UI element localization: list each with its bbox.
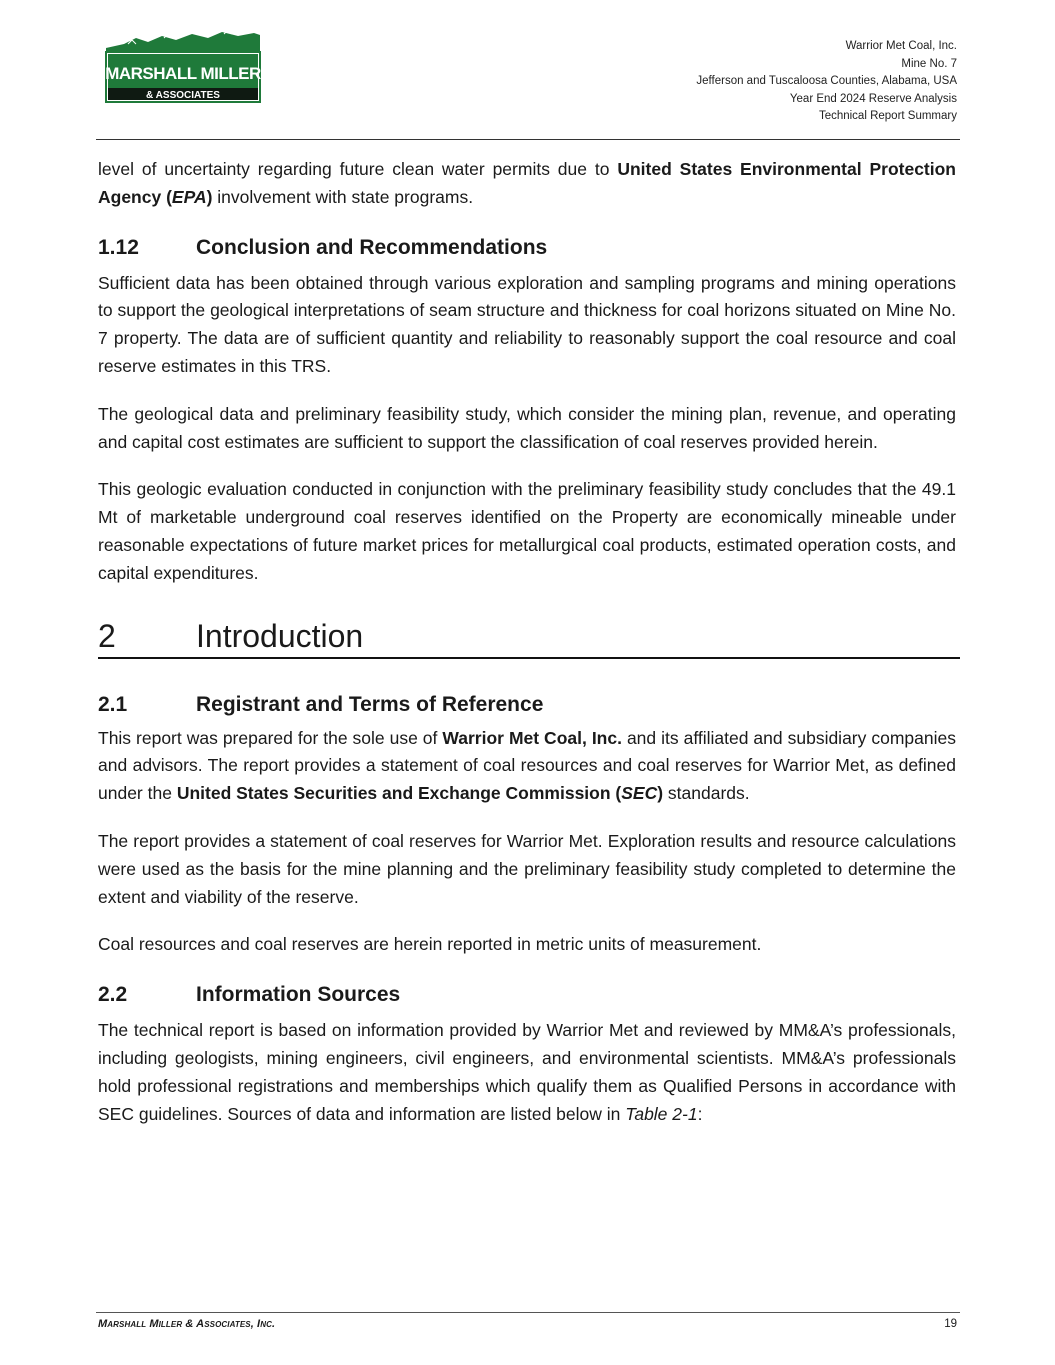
page-body bbox=[98, 156, 956, 1128]
section-heading-2-1: 2.1 Registrant and Terms of Reference bbox=[98, 692, 544, 716]
header-mine: Mine No. 7 bbox=[901, 57, 957, 70]
page-number: 19 bbox=[944, 1318, 957, 1330]
paragraph: Sufficient data has been obtained through various exploration and sampling programs and mining operations to support the geological interpretations of seam structure and thickness for coal horizons situated on Mine No. 7 property. The data are of sufficient quantity and reliability to reasonably support the coal resource and coal reserve estimates in this TRS. bbox=[98, 272, 956, 376]
paragraph: This geologic evaluation conducted in conjunction with the preliminary feasibility study concludes that the 49.1 Mt of marketable underground coal reserves identified on the Property are economically mineable under reasonable expectations of future market prices for metallurgical coal products, estimated operation costs, and capital expenditures. bbox=[98, 479, 956, 583]
header-analysis: Year End 2024 Reserve Analysis bbox=[789, 92, 957, 105]
chapter-heading-2: 2 Introduction bbox=[98, 618, 960, 659]
header-location: Jefferson and Tuscaloosa Counties, Alabama, USA bbox=[696, 75, 957, 87]
section-heading-1-12: 1.12 Conclusion and Recommendations bbox=[98, 235, 548, 259]
header-company: Warrior Met Coal, Inc. bbox=[845, 40, 957, 52]
svg-text:MARSHALL MILLER: MARSHALL MILLER bbox=[105, 64, 261, 83]
footer-divider bbox=[96, 1312, 960, 1313]
footer-company: Marshall Miller & Associates, Inc. bbox=[98, 1318, 276, 1330]
company-logo bbox=[104, 30, 262, 104]
paragraph: The geological data and preliminary feasibility study, which consider the mining plan, revenue, and operating and capital cost estimates are sufficient to support the classification of coal reserves provided herein. bbox=[98, 403, 956, 452]
paragraph: Coal resources and coal reserves are herein reported in metric units of measurement. bbox=[98, 934, 762, 955]
svg-text:& ASSOCIATES: & ASSOCIATES bbox=[146, 90, 220, 101]
header-divider bbox=[96, 139, 960, 140]
section-heading-2-2: 2.2 Information Sources bbox=[98, 983, 401, 1007]
header-doc-type: Technical Report Summary bbox=[818, 110, 957, 122]
paragraph: The technical report is based on information provided by Warrior Met and reviewed by MM&A’s professionals, including geologists, mining engineers, civil engineers, and environmental scientists. MM&A’s professionals hold professional registrations and memberships which qualify them as Qualified Persons in accordance with SEC guidelines. Sources of data and information are listed below in Table 2-1: bbox=[98, 1020, 956, 1124]
paragraph: The report provides a statement of coal reserves for Warrior Met. Exploration results and resource calculations were used as the basis for the mine planning and the preliminary feasibility study completed to determine the extent and viability of the reserve. bbox=[98, 830, 956, 907]
continued-paragraph: level of uncertainty regarding future clean water permits due to United States Environmental Protection Agency (EPA) involvement with state programs. bbox=[98, 159, 956, 207]
document-header-info bbox=[696, 38, 957, 126]
table-reference: Table 2-1 bbox=[625, 1103, 698, 1124]
paragraph: This report was prepared for the sole use of Warrior Met Coal, Inc. and its affiliated and subsidiary companies and advisors. The report provides a statement of coal resources and coal reserves for Warrior Met, as defined under the United States Securities and Exchange Commission (SEC) standards. bbox=[98, 727, 956, 804]
